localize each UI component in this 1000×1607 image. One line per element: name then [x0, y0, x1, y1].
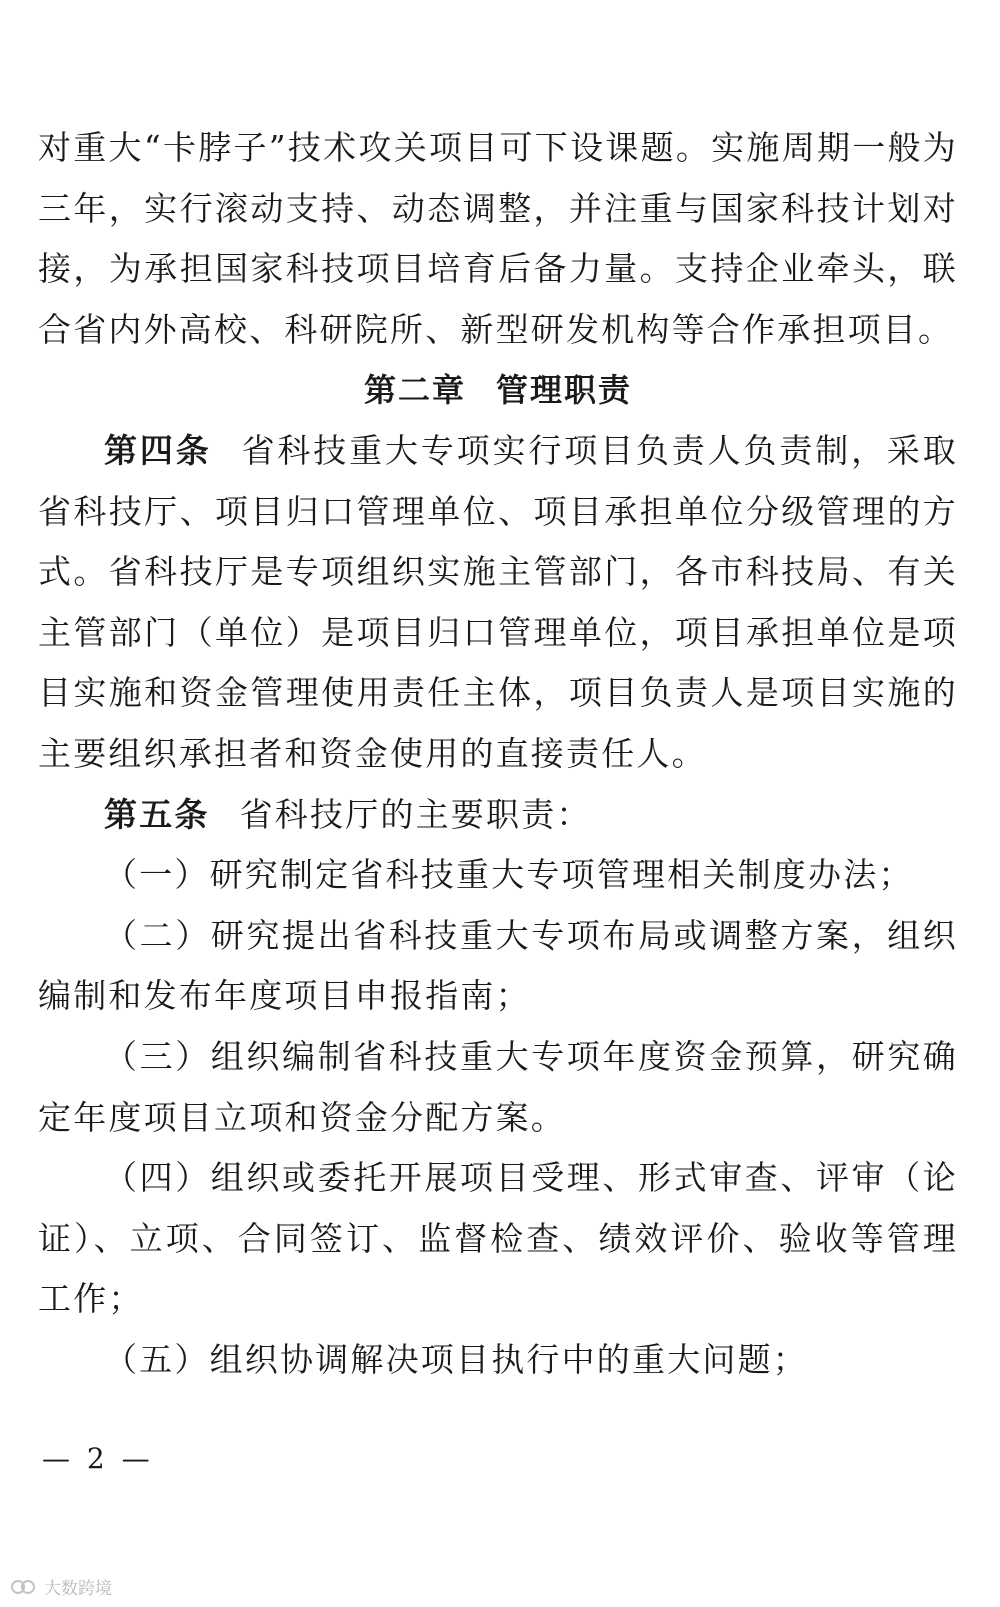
article-5 [38, 785, 958, 846]
article-4 [38, 421, 958, 785]
paragraph-continuation: 对重大“卡脖子”技术攻关项目可下设课题。实施周期一般为三年，实行滚动支持、动态调整，并注重与国家科技计划对接，为承担国家科技项目培育后备力量。支持企业牵头，联合省内外高校、科研院所、新型研发机构等合作承担项目。 [38, 128, 958, 349]
watermark-text: 大数跨境 [44, 1579, 112, 1599]
chapter-number: 第二章 [363, 371, 466, 410]
chapter-title: 管理职责 [496, 371, 633, 410]
article-4-number: 第四条 [104, 430, 212, 470]
list-item: （五）组织协调解决项目执行中的重大问题； [104, 1339, 808, 1379]
list-item: （一）研究制定省科技重大专项管理相关制度办法； [104, 855, 914, 895]
chapter-heading [38, 360, 958, 421]
brand-logo-icon [10, 1578, 38, 1596]
document-body [38, 118, 958, 1390]
watermark [10, 1574, 112, 1599]
list-item: （四）组织或委托开展项目受理、形式审查、评审（论证）、立项、合同签订、监督检查、绩效评价、验收等管理工作； [38, 1158, 958, 1319]
article-4-text: 省科技重大专项实行项目负责人负责制，采取省科技厅、项目归口管理单位、项目承担单位分级管理的方式。省科技厅是专项组织实施主管部门，各市科技局、有关主管部门（单位）是项目归口管理单位，项目承担单位是项目实施和资金管理使用责任主体，项目负责人是项目实施的主要组织承担者和资金使用的直接责任人。 [38, 430, 958, 773]
list-item: （三）组织编制省科技重大专项年度资金预算，研究确定年度项目立项和资金分配方案。 [38, 1036, 958, 1137]
list-item: （二）研究提出省科技重大专项布局或调整方案，组织编制和发布年度项目申报指南； [38, 915, 958, 1016]
page-number: — 2 — [42, 1442, 154, 1475]
article-5-number: 第五条 [104, 794, 210, 834]
article-5-text: 省科技厅的主要职责： [239, 794, 592, 834]
